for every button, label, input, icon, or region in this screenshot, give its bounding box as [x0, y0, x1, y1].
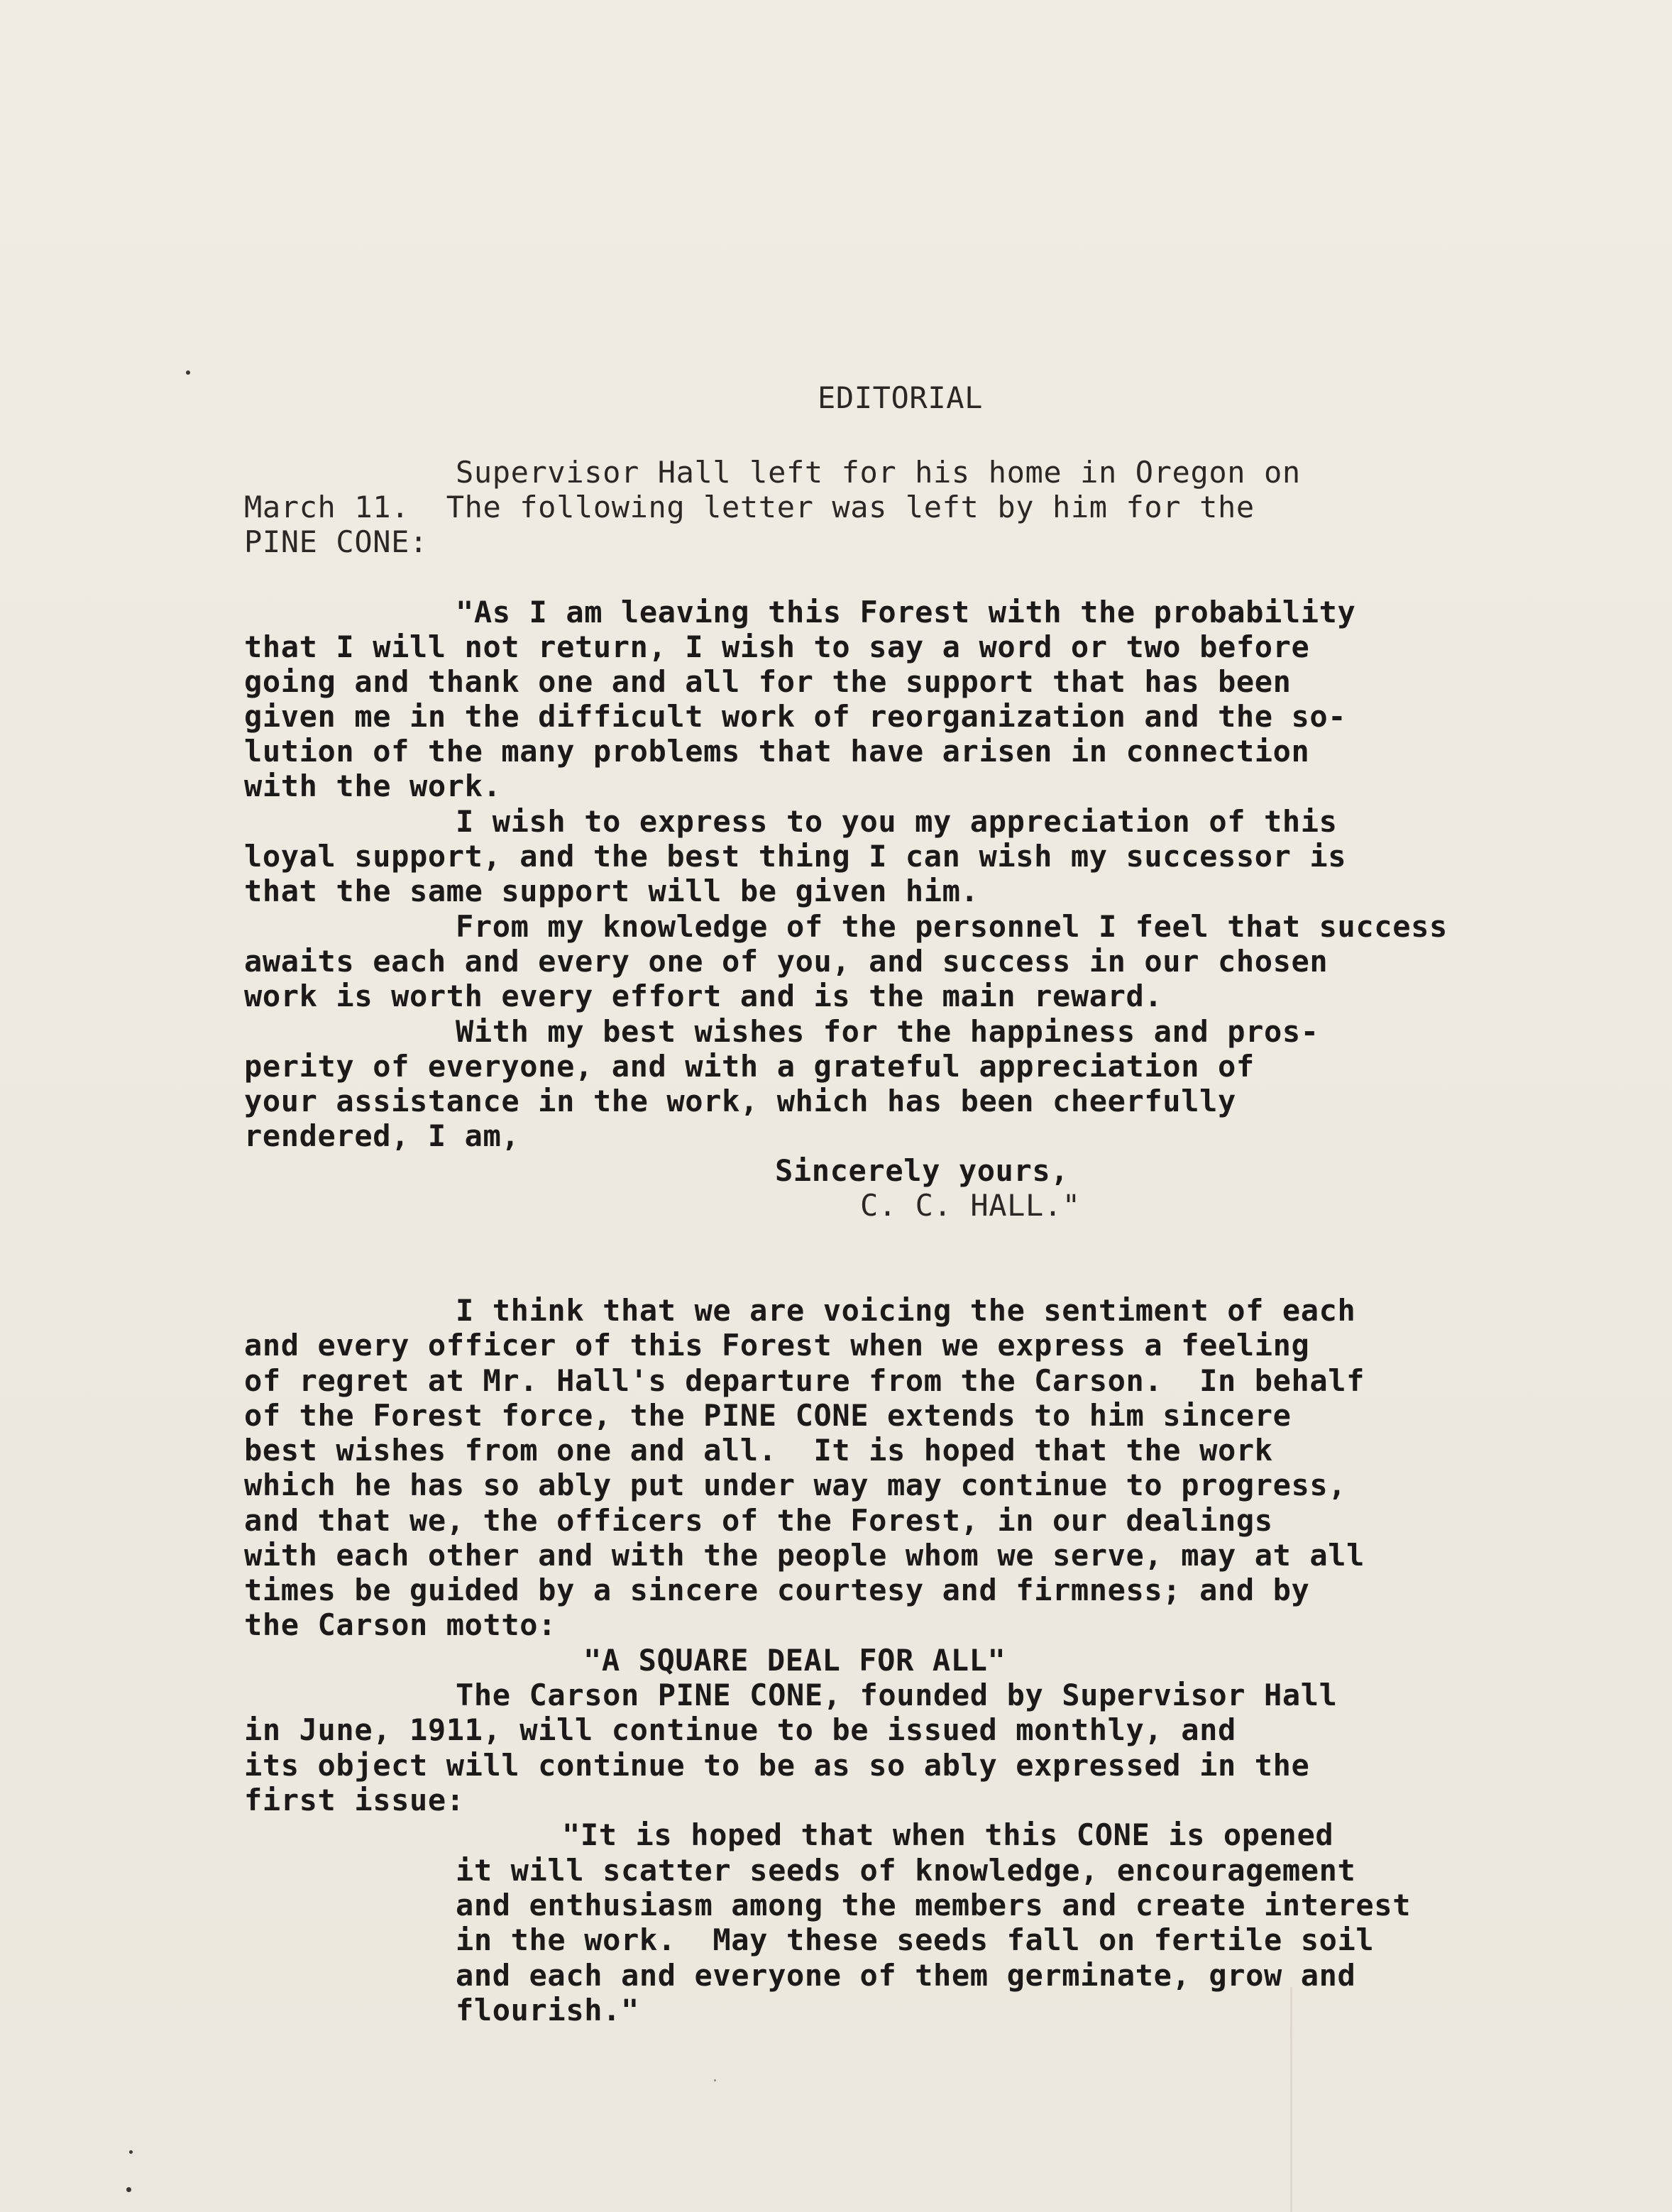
editorial-line: the Carson motto: — [244, 1607, 557, 1642]
founding-line: The Carson PINE CONE, founded by Supervisor Hall — [456, 1678, 1338, 1712]
quote-line: and each and everyone of them germinate, grow and — [456, 1958, 1356, 1993]
founding-line: in June, 1911, will continue to be issued monthly, and — [244, 1712, 1236, 1747]
letter-line: that the same support will be given him. — [244, 874, 979, 908]
paper-crease — [1290, 1987, 1292, 2212]
letter-line: your assistance in the work, which has been cheerfully — [244, 1084, 1236, 1118]
editorial-line: with each other and with the people whom we serve, may at all — [244, 1538, 1365, 1573]
editorial-line: of regret at Mr. Hall's departure from the Carson. In behalf — [244, 1363, 1365, 1398]
letter-line: awaits each and every one of you, and success in our chosen — [244, 944, 1329, 979]
editorial-line: which he has so ably put under way may continue to progress, — [244, 1468, 1347, 1502]
letter-closing: Sincerely yours, — [775, 1153, 1069, 1188]
quote-line: in the work. May these seeds fall on fertile soil — [456, 1922, 1375, 1957]
quote-line: "It is hoped that when this CONE is opened — [562, 1817, 1334, 1852]
quote-line: it will scatter seeds of knowledge, encouragement — [456, 1853, 1356, 1888]
editorial-line: best wishes from one and all. It is hoped that the work — [244, 1433, 1273, 1468]
letter-line: work is worth every effort and is the main reward. — [244, 979, 1163, 1013]
intro-line: PINE CONE: — [244, 524, 428, 559]
letter-line: With my best wishes for the happiness and pros- — [456, 1014, 1319, 1049]
paper-speck — [714, 2079, 716, 2081]
letter-line: with the work. — [244, 769, 502, 803]
letter-signature: C. C. HALL." — [860, 1188, 1081, 1223]
founding-line: first issue: — [244, 1783, 465, 1817]
paper-speck — [186, 370, 190, 375]
letter-line: that I will not return, I wish to say a word or two before — [244, 629, 1310, 664]
page-title: EDITORIAL — [818, 380, 983, 415]
intro-line: Supervisor Hall left for his home in Oregon on — [456, 455, 1301, 490]
letter-line: perity of everyone, and with a grateful appreciation of — [244, 1049, 1255, 1084]
paper-speck — [129, 2150, 133, 2154]
quote-line: flourish." — [456, 1993, 639, 2027]
carson-motto: "A SQUARE DEAL FOR ALL" — [583, 1643, 1006, 1678]
letter-line: lution of the many problems that have arisen in connection — [244, 734, 1310, 769]
letter-line: I wish to express to you my appreciation of this — [456, 804, 1338, 839]
editorial-line: times be guided by a sincere courtesy and firmness; and by — [244, 1573, 1310, 1607]
letter-line: going and thank one and all for the support that has been — [244, 664, 1292, 699]
letter-line: rendered, I am, — [244, 1118, 520, 1153]
editorial-line: I think that we are voicing the sentiment of each — [456, 1293, 1356, 1328]
intro-line: March 11. The following letter was left by him for the — [244, 490, 1255, 524]
editorial-line: of the Forest force, the PINE CONE extends to him sincere — [244, 1398, 1292, 1433]
letter-line: given me in the difficult work of reorganization and the so- — [244, 699, 1347, 734]
founding-line: its object will continue to be as so ably expressed in the — [244, 1748, 1310, 1783]
letter-line: loyal support, and the best thing I can wish my successor is — [244, 839, 1347, 874]
editorial-line: and that we, the officers of the Forest, in our dealings — [244, 1503, 1273, 1538]
quote-line: and enthusiasm among the members and create interest — [456, 1888, 1412, 1922]
editorial-line: and every officer of this Forest when we express a feeling — [244, 1328, 1310, 1363]
letter-line: From my knowledge of the personnel I feel that success — [456, 909, 1448, 944]
letter-line: "As I am leaving this Forest with the probability — [456, 595, 1356, 629]
paper-speck — [126, 2187, 131, 2192]
